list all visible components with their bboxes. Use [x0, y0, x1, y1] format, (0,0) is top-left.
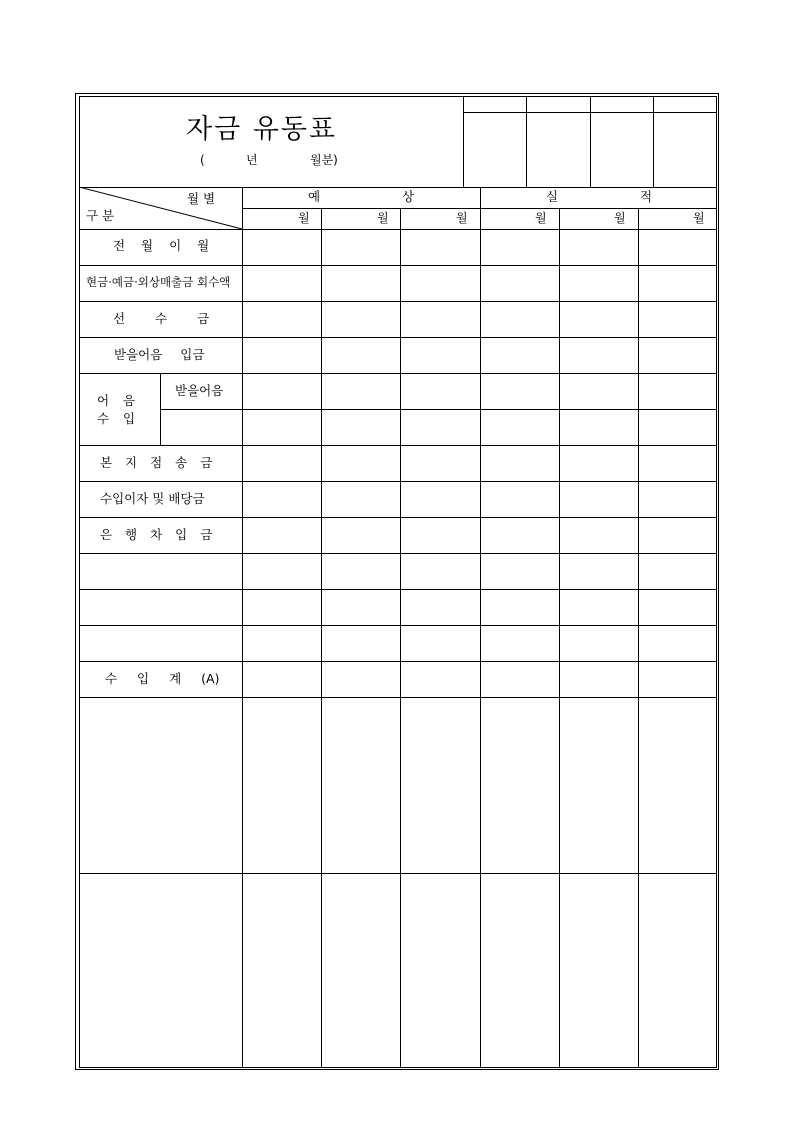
approval-border-left: [463, 96, 464, 187]
row-line: [79, 589, 717, 590]
form-title: 자금 유동표: [186, 114, 337, 145]
month-column-line: [400, 208, 401, 1068]
row-label-income-total: 수 입 계 (A): [105, 671, 220, 686]
month-header: 월: [693, 211, 705, 225]
month-column-line: [559, 208, 560, 1068]
row-label-bank-loan: 은 행 차 입 금: [100, 527, 213, 542]
period-year-label: 년: [246, 153, 258, 167]
month-column-line: [638, 208, 639, 1068]
row-line: [79, 517, 717, 518]
month-header: 월: [535, 211, 547, 225]
forecast-header-char: 상: [402, 189, 415, 204]
row-line: [79, 697, 717, 698]
row-line: [79, 301, 717, 302]
row-line: [79, 625, 717, 626]
month-header: 월: [456, 211, 468, 225]
month-header: 월: [377, 211, 389, 225]
forecast-actual-split-line: [480, 187, 481, 1068]
row-line: [79, 265, 717, 266]
approval-divider: [526, 96, 527, 187]
group-label-notes-income: 어 음: [97, 393, 136, 408]
row-label-head-office: 본 지 점 송 금: [100, 455, 213, 470]
group-split-line: [160, 373, 161, 445]
row-label-notes-deposit: 받을어음 입금: [114, 347, 205, 362]
row-label-prev-month: 전 월 이 월: [113, 238, 210, 253]
month-column-line: [321, 208, 322, 1068]
actual-header-char: 실: [546, 189, 559, 204]
period-month-label: 월분): [310, 153, 338, 167]
row-line: [79, 553, 717, 554]
forecast-header-char: 예: [308, 189, 321, 204]
corner-month-label: 월 별: [187, 191, 216, 206]
row-line: [79, 445, 717, 446]
period-open-paren: (: [200, 153, 205, 167]
row-line: [79, 873, 717, 874]
row-label-notes-sub: 받을어음: [175, 383, 224, 398]
actual-header-char: 적: [640, 189, 653, 204]
row-label-sales-collection: 현금·예금·외상매출금 회수액: [86, 275, 231, 289]
month-header: 월: [298, 211, 310, 225]
label-column-line: [242, 187, 243, 1068]
row-line: [79, 481, 717, 482]
row-line: [79, 373, 717, 374]
corner-category-label: 구 분: [86, 208, 115, 223]
month-header: 월: [614, 211, 626, 225]
row-label-advance: 선 수 금: [113, 311, 210, 326]
row-line: [79, 337, 717, 338]
group-label-notes-income: 수 입: [97, 411, 136, 426]
row-label-interest-dividend: 수입이자 및 배당금: [100, 491, 205, 506]
row-line: [79, 661, 717, 662]
approval-divider: [590, 96, 591, 187]
row-line: [160, 409, 717, 410]
approval-divider: [653, 96, 654, 187]
